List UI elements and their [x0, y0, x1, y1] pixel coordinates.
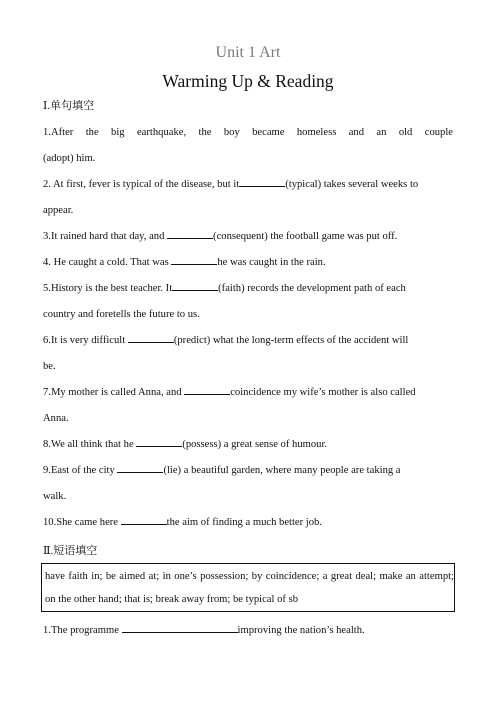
question-8-text: 8.We all think that he — [43, 439, 137, 450]
question-9-line-2: walk. — [43, 491, 67, 502]
answer-blank[interactable] — [184, 385, 230, 395]
question-5-text-after: (faith) records the development path of each — [218, 283, 406, 294]
section-2-heading: Ⅱ.短语填空 — [43, 545, 98, 557]
answer-blank[interactable] — [167, 229, 213, 239]
question-8 — [43, 432, 453, 458]
question-2-line-2: appear. — [43, 205, 74, 216]
question-7-text: 7.My mother is called Anna, and — [43, 387, 185, 398]
question-10-text: 10.She came here — [43, 517, 121, 528]
question-3-text: 3.It rained hard that day, and — [43, 231, 168, 242]
answer-blank[interactable] — [239, 177, 285, 187]
question-6-text: 6.It is very difficult — [43, 335, 128, 346]
question-9-text: 9.East of the city — [43, 465, 118, 476]
phrase-question-1-text: 1.The programme — [43, 625, 122, 636]
question-2 — [43, 172, 453, 224]
question-5 — [43, 276, 453, 328]
phrase-question-1-text-after: improving the nation’s health. — [237, 625, 365, 636]
question-3 — [43, 224, 453, 250]
question-4-text-after: he was caught in the rain. — [217, 257, 326, 268]
phrase-box: have faith in; be aimed at; in one’s possession; by coincidence; a great deal; make an attempt; on the other hand; that is; break away from; be typical of sb — [41, 563, 455, 612]
answer-blank[interactable] — [122, 623, 238, 633]
answer-blank[interactable] — [121, 515, 167, 525]
question-5-text: 5.History is the best teacher. It — [43, 283, 173, 294]
answer-blank[interactable] — [136, 437, 182, 447]
lesson-title: Warming Up & Reading — [162, 71, 334, 91]
question-2-text-after: (typical) takes several weeks to — [285, 179, 419, 190]
question-1-line-1: 1.After the big earthquake, the boy became homeless and an old couple — [43, 127, 453, 138]
question-4 — [43, 250, 453, 276]
unit-title: Unit 1 Art — [215, 44, 281, 61]
answer-blank[interactable] — [171, 255, 217, 265]
phrase-question-1 — [43, 618, 453, 644]
question-5-line-2: country and foretells the future to us. — [43, 309, 200, 320]
question-7-line-2: Anna. — [43, 413, 69, 424]
question-6-line-2: be. — [43, 361, 56, 372]
question-1-line-2: (adopt) him. — [43, 153, 96, 164]
answer-blank[interactable] — [172, 281, 218, 291]
question-6-text-after: (predict) what the long-term effects of the accident will — [173, 335, 409, 346]
question-9 — [43, 458, 453, 510]
question-10-text-after: the aim of finding a much better job. — [166, 517, 322, 528]
question-4-text: 4. He caught a cold. That was — [43, 257, 172, 268]
question-7-text-after: coincidence my wife’s mother is also called — [230, 387, 416, 398]
section-1-heading: Ⅰ.单句填空 — [43, 100, 95, 112]
answer-blank[interactable] — [128, 333, 174, 343]
question-6 — [43, 328, 453, 380]
question-8-text-after: (possess) a great sense of humour. — [182, 439, 328, 450]
question-2-text: 2. At first, fever is typical of the disease, but it — [43, 179, 240, 190]
question-3-text-after: (consequent) the football game was put off. — [213, 231, 398, 242]
question-7 — [43, 380, 453, 432]
answer-blank[interactable] — [117, 463, 163, 473]
question-9-text-after: (lie) a beautiful garden, where many people are taking a — [163, 465, 401, 476]
question-1 — [43, 120, 453, 172]
question-10 — [43, 510, 453, 536]
